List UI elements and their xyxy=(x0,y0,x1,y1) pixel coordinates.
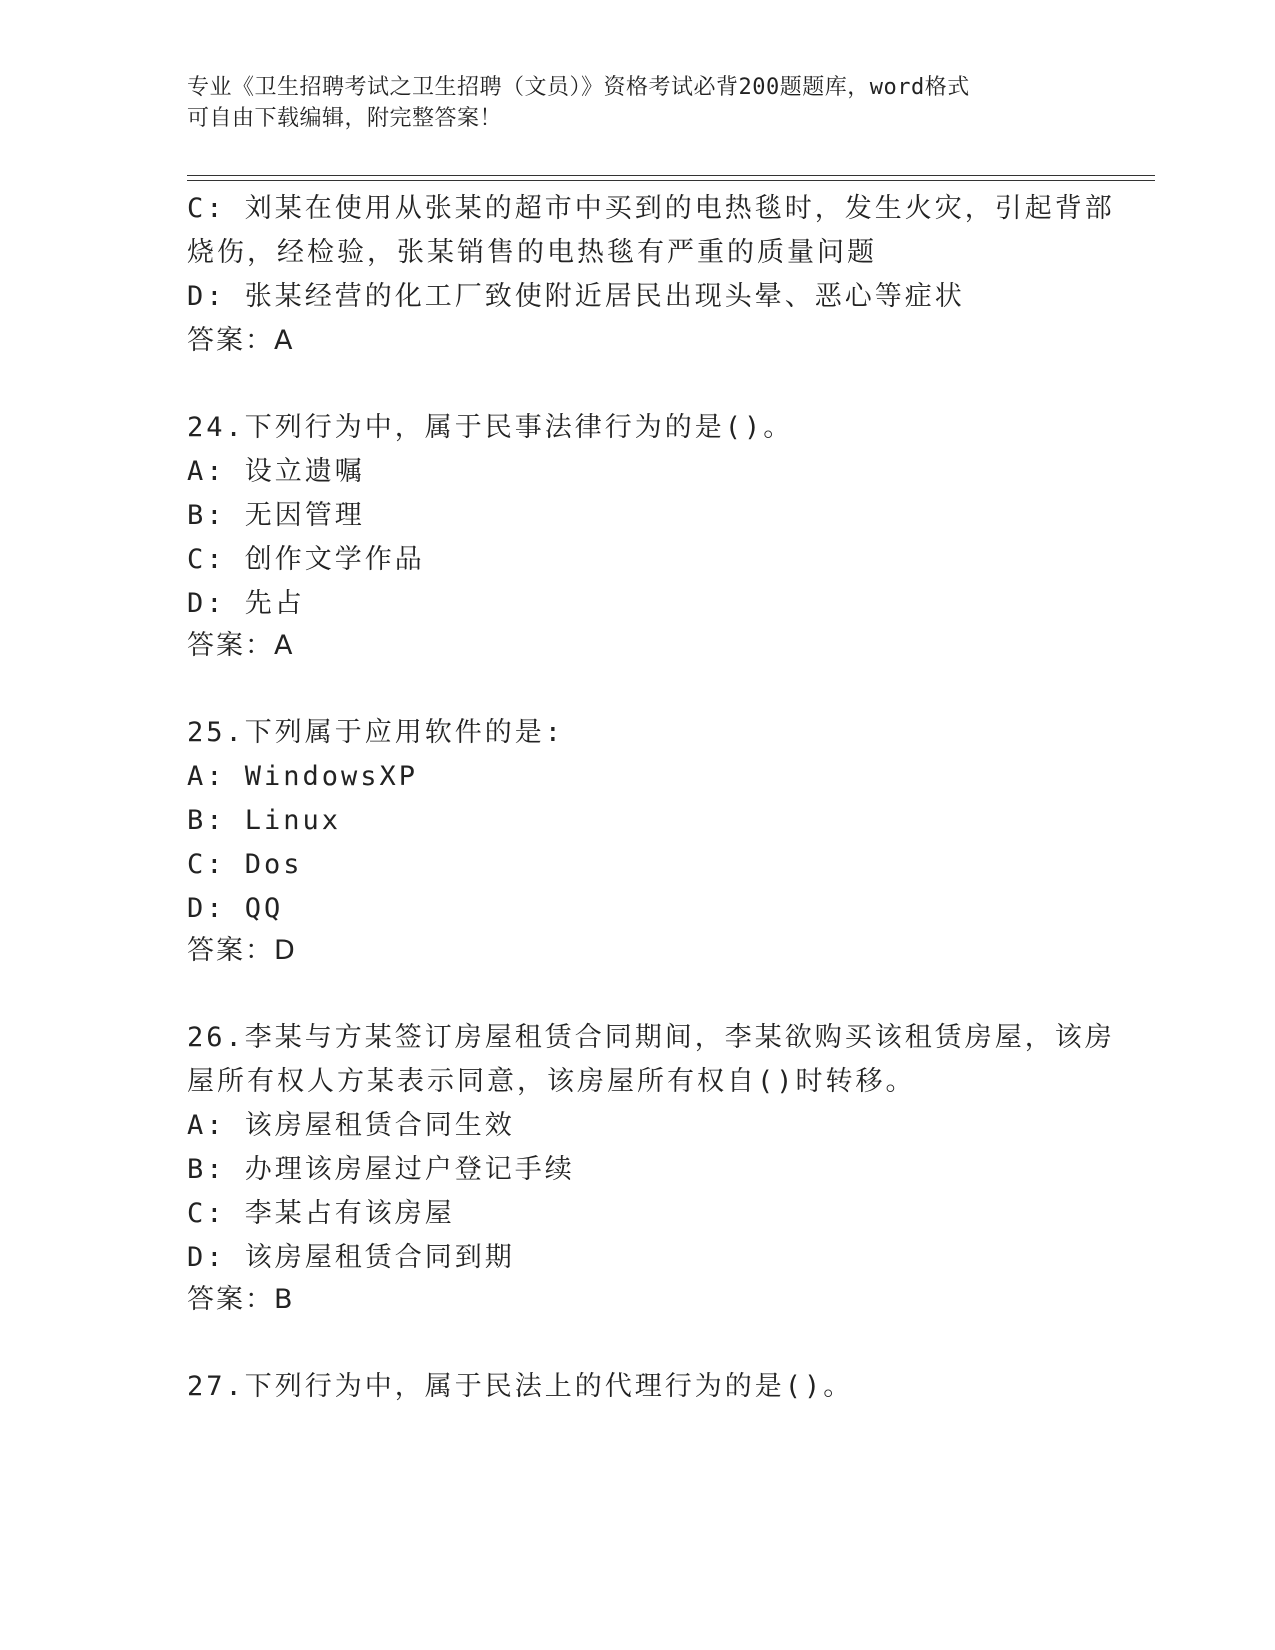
q26-stem-line-1: 26.李某与方某签订房屋租赁合同期间，李某欲购买该租赁房屋，该房 xyxy=(187,1022,1115,1053)
q23-option-d: D: 张某经营的化工厂致使附近居民出现头晕、恶心等症状 xyxy=(187,281,965,312)
q24-stem: 24.下列行为中，属于民事法律行为的是()。 xyxy=(187,412,794,443)
q27-stem: 27.下列行为中，属于民法上的代理行为的是()。 xyxy=(187,1371,854,1402)
q23-answer: 答案：A xyxy=(187,325,295,356)
q24-option-b: B: 无因管理 xyxy=(187,500,365,531)
q25-option-c: C: Dos xyxy=(187,849,303,880)
q24-answer: 答案：A xyxy=(187,630,295,661)
q25-option-a: A: WindowsXP xyxy=(187,761,419,792)
q23-option-c-line-1: C: 刘某在使用从张某的超市中买到的电热毯时，发生火灾，引起背部 xyxy=(187,193,1115,224)
q26-option-d: D: 该房屋租赁合同到期 xyxy=(187,1242,515,1273)
header-divider-bottom xyxy=(187,180,1155,181)
q26-answer: 答案：B xyxy=(187,1284,295,1315)
q26-option-a: A: 该房屋租赁合同生效 xyxy=(187,1110,515,1141)
q25-stem: 25.下列属于应用软件的是: xyxy=(187,717,565,748)
q26-option-b: B: 办理该房屋过户登记手续 xyxy=(187,1154,575,1185)
q25-option-b: B: Linux xyxy=(187,805,342,836)
document-title-line-1: 专业《卫生招聘考试之卫生招聘（文员）》资格考试必背200题题库，word格式 xyxy=(187,75,970,100)
q24-option-d: D: 先占 xyxy=(187,588,305,619)
q25-option-d: D: QQ xyxy=(187,893,284,924)
q24-option-a: A: 设立遗嘱 xyxy=(187,456,365,487)
document-title-line-2: 可自由下载编辑，附完整答案！ xyxy=(187,106,503,131)
q26-option-c: C: 李某占有该房屋 xyxy=(187,1198,455,1229)
header-divider-top xyxy=(187,175,1155,176)
q25-answer: 答案：D xyxy=(187,935,297,966)
q26-stem-line-2: 屋所有权人方某表示同意，该房屋所有权自()时转移。 xyxy=(187,1066,916,1097)
q23-option-c-line-2: 烧伤，经检验，张某销售的电热毯有严重的质量问题 xyxy=(187,237,877,268)
q24-option-c: C: 创作文学作品 xyxy=(187,544,425,575)
